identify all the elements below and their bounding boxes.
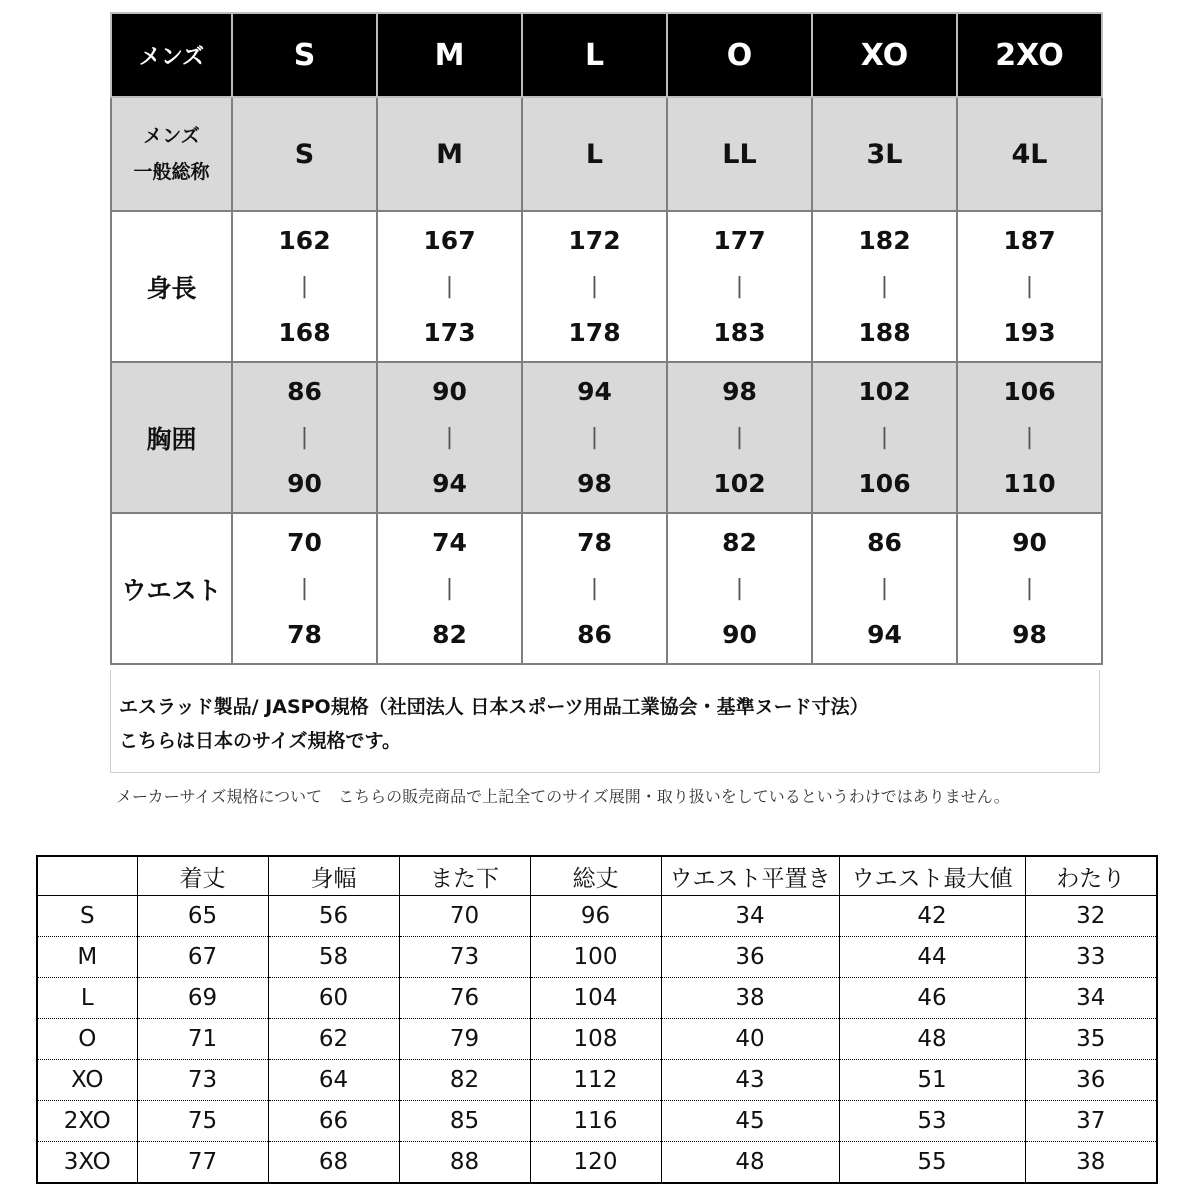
measurement-cell: 43 — [661, 1060, 839, 1101]
size-header-cell: M — [377, 13, 522, 97]
chest-range-cell — [812, 362, 957, 513]
height-range-cell — [667, 211, 812, 362]
measurement-cell: 55 — [839, 1142, 1025, 1184]
range-separator: | — [300, 424, 309, 450]
measurement-cell: 36 — [661, 937, 839, 978]
jaspo-note-line1: エスラッド製品/ JASPO規格（社団法人 日本スポーツ用品工業協会・基準ヌード寸法） — [119, 696, 869, 718]
range-max: 90 — [722, 619, 757, 649]
range-max: 183 — [713, 317, 766, 347]
range-separator: | — [445, 424, 454, 450]
measurement-cell: 33 — [1025, 937, 1157, 978]
size-label-cell: XO — [37, 1060, 137, 1101]
measurement-cell: 62 — [268, 1019, 399, 1060]
range-min: 78 — [577, 527, 612, 557]
range-min: 187 — [1003, 225, 1056, 255]
table-row — [37, 1142, 1157, 1184]
measurement-cell: 51 — [839, 1060, 1025, 1101]
range-min: 106 — [1003, 376, 1056, 406]
range-max: 188 — [858, 317, 911, 347]
range-max: 94 — [867, 619, 902, 649]
range-separator: | — [735, 575, 744, 601]
size-header-cell: O — [667, 13, 812, 97]
size-header-cell: L — [522, 13, 667, 97]
waist-range-cell — [957, 513, 1102, 664]
chest-range-cell — [232, 362, 377, 513]
range-max: 173 — [423, 317, 476, 347]
chest-label: 胸囲 — [111, 362, 232, 513]
chest-row — [111, 362, 1102, 513]
height-range-cell — [522, 211, 667, 362]
measurement-cell: 38 — [1025, 1142, 1157, 1184]
measurement-cell: 35 — [1025, 1019, 1157, 1060]
range-min: 90 — [1012, 527, 1047, 557]
measurement-cell: 67 — [137, 937, 268, 978]
range-min: 86 — [287, 376, 322, 406]
measurement-cell: 34 — [661, 896, 839, 937]
measurement-cell: 116 — [530, 1101, 661, 1142]
range-max: 98 — [577, 468, 612, 498]
measurement-cell: 112 — [530, 1060, 661, 1101]
product-header-cell: また下 — [399, 856, 530, 896]
measurement-cell: 70 — [399, 896, 530, 937]
product-header-cell — [37, 856, 137, 896]
measurement-cell: 42 — [839, 896, 1025, 937]
table-row — [37, 937, 1157, 978]
range-min: 167 — [423, 225, 476, 255]
range-max: 90 — [287, 468, 322, 498]
chest-range-cell — [957, 362, 1102, 513]
range-separator: | — [300, 575, 309, 601]
alias-cell: M — [377, 97, 522, 211]
measurement-cell: 66 — [268, 1101, 399, 1142]
range-separator: | — [445, 273, 454, 299]
measurement-cell: 73 — [137, 1060, 268, 1101]
alias-cell: 4L — [957, 97, 1102, 211]
range-separator: | — [880, 273, 889, 299]
height-label: 身長 — [111, 211, 232, 362]
alias-label-line2: 一般総称 — [133, 161, 210, 183]
jaspo-note-line2: こちらは日本のサイズ規格です。 — [119, 730, 401, 752]
range-max: 78 — [287, 619, 322, 649]
range-separator: | — [1025, 575, 1034, 601]
maker-size-note: メーカーサイズ規格について こちらの販売商品で上記全てのサイズ展開・取り扱いをしているというわけではありません。 — [116, 787, 1010, 806]
waist-label: ウエスト — [111, 513, 232, 664]
alias-cell: 3L — [812, 97, 957, 211]
measurement-cell: 79 — [399, 1019, 530, 1060]
range-max: 193 — [1003, 317, 1056, 347]
measurement-cell: 36 — [1025, 1060, 1157, 1101]
size-label-cell: L — [37, 978, 137, 1019]
measurement-cell: 38 — [661, 978, 839, 1019]
range-separator: | — [590, 575, 599, 601]
measurement-cell: 46 — [839, 978, 1025, 1019]
range-max: 82 — [432, 619, 467, 649]
size-label-cell: 3XO — [37, 1142, 137, 1184]
alias-label — [111, 97, 232, 211]
range-separator: | — [1025, 424, 1034, 450]
measurement-cell: 45 — [661, 1101, 839, 1142]
measurement-cell: 48 — [839, 1019, 1025, 1060]
range-separator: | — [445, 575, 454, 601]
range-min: 162 — [278, 225, 331, 255]
size-header-cell: 2XO — [957, 13, 1102, 97]
measurement-cell: 120 — [530, 1142, 661, 1184]
table-row — [37, 978, 1157, 1019]
alias-cell: S — [232, 97, 377, 211]
range-max: 168 — [278, 317, 331, 347]
waist-range-cell — [667, 513, 812, 664]
chest-range-cell — [377, 362, 522, 513]
measurement-cell: 88 — [399, 1142, 530, 1184]
waist-range-cell — [232, 513, 377, 664]
waist-range-cell — [377, 513, 522, 664]
range-max: 110 — [1003, 468, 1056, 498]
size-standard-table — [110, 12, 1103, 665]
size-label-cell: O — [37, 1019, 137, 1060]
range-max: 86 — [577, 619, 612, 649]
product-header-cell: 総丈 — [530, 856, 661, 896]
measurement-cell: 77 — [137, 1142, 268, 1184]
size-label-cell: S — [37, 896, 137, 937]
range-separator: | — [590, 424, 599, 450]
range-separator: | — [880, 575, 889, 601]
range-min: 70 — [287, 527, 322, 557]
range-min: 172 — [568, 225, 621, 255]
product-header-cell: 着丈 — [137, 856, 268, 896]
range-separator: | — [735, 273, 744, 299]
range-max: 94 — [432, 468, 467, 498]
product-size-table — [36, 855, 1158, 1184]
range-min: 177 — [713, 225, 766, 255]
height-row — [111, 211, 1102, 362]
jaspo-note — [110, 670, 1100, 773]
range-max: 102 — [713, 468, 766, 498]
measurement-cell: 69 — [137, 978, 268, 1019]
size-header-cell: XO — [812, 13, 957, 97]
range-separator: | — [735, 424, 744, 450]
range-min: 82 — [722, 527, 757, 557]
height-range-cell — [957, 211, 1102, 362]
range-max: 106 — [858, 468, 911, 498]
table-row — [37, 1060, 1157, 1101]
measurement-cell: 85 — [399, 1101, 530, 1142]
measurement-cell: 48 — [661, 1142, 839, 1184]
measurement-cell: 58 — [268, 937, 399, 978]
measurement-cell: 76 — [399, 978, 530, 1019]
range-min: 94 — [577, 376, 612, 406]
measurement-cell: 75 — [137, 1101, 268, 1142]
measurement-cell: 65 — [137, 896, 268, 937]
range-separator: | — [590, 273, 599, 299]
measurement-cell: 104 — [530, 978, 661, 1019]
alias-cell: L — [522, 97, 667, 211]
measurement-cell: 73 — [399, 937, 530, 978]
product-header-row — [37, 856, 1157, 896]
range-max: 178 — [568, 317, 621, 347]
measurement-cell: 71 — [137, 1019, 268, 1060]
table-row — [37, 1019, 1157, 1060]
measurement-cell: 68 — [268, 1142, 399, 1184]
measurement-cell: 44 — [839, 937, 1025, 978]
range-min: 74 — [432, 527, 467, 557]
chest-range-cell — [522, 362, 667, 513]
mens-label: メンズ — [111, 13, 232, 97]
range-min: 90 — [432, 376, 467, 406]
height-range-cell — [232, 211, 377, 362]
measurement-cell: 56 — [268, 896, 399, 937]
waist-row — [111, 513, 1102, 664]
measurement-cell: 34 — [1025, 978, 1157, 1019]
range-max: 98 — [1012, 619, 1047, 649]
chest-range-cell — [667, 362, 812, 513]
measurement-cell: 60 — [268, 978, 399, 1019]
product-header-cell: ウエスト最大値 — [839, 856, 1025, 896]
range-min: 182 — [858, 225, 911, 255]
measurement-cell: 40 — [661, 1019, 839, 1060]
alias-label-line1: メンズ — [143, 125, 200, 147]
measurement-cell: 108 — [530, 1019, 661, 1060]
alias-row — [111, 97, 1102, 211]
size-header-cell: S — [232, 13, 377, 97]
range-min: 102 — [858, 376, 911, 406]
range-separator: | — [880, 424, 889, 450]
measurement-cell: 82 — [399, 1060, 530, 1101]
height-range-cell — [377, 211, 522, 362]
mens-size-row — [111, 13, 1102, 97]
height-range-cell — [812, 211, 957, 362]
waist-range-cell — [522, 513, 667, 664]
size-label-cell: 2XO — [37, 1101, 137, 1142]
size-label-cell: M — [37, 937, 137, 978]
product-header-cell: 身幅 — [268, 856, 399, 896]
range-separator: | — [1025, 273, 1034, 299]
product-header-cell: ウエスト平置き — [661, 856, 839, 896]
measurement-cell: 96 — [530, 896, 661, 937]
alias-cell: LL — [667, 97, 812, 211]
measurement-cell: 64 — [268, 1060, 399, 1101]
measurement-cell: 37 — [1025, 1101, 1157, 1142]
table-row — [37, 1101, 1157, 1142]
measurement-cell: 32 — [1025, 896, 1157, 937]
measurement-cell: 53 — [839, 1101, 1025, 1142]
range-min: 86 — [867, 527, 902, 557]
product-header-cell: わたり — [1025, 856, 1157, 896]
range-separator: | — [300, 273, 309, 299]
measurement-cell: 100 — [530, 937, 661, 978]
range-min: 98 — [722, 376, 757, 406]
table-row — [37, 896, 1157, 937]
waist-range-cell — [812, 513, 957, 664]
